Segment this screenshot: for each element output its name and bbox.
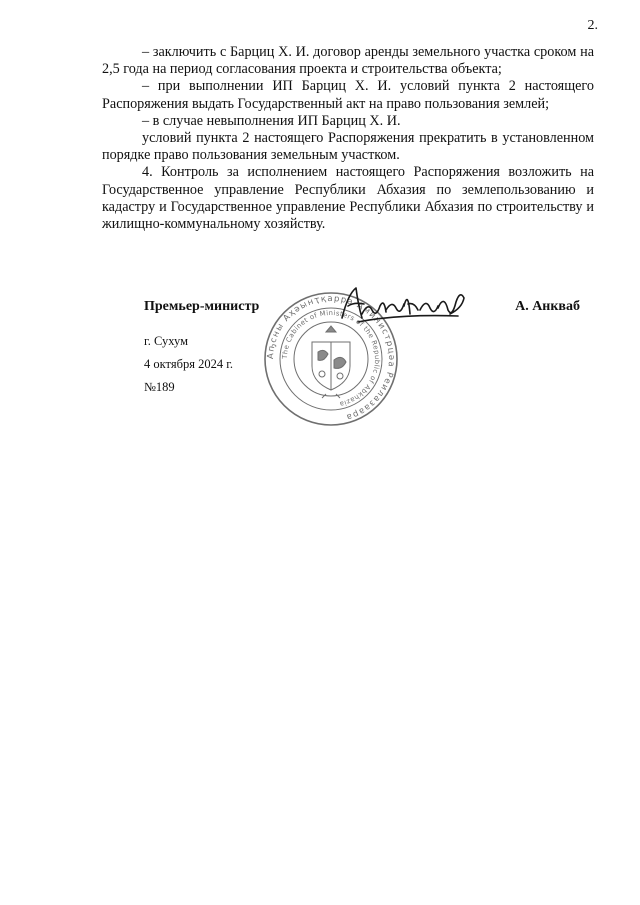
handwritten-signature bbox=[338, 284, 470, 330]
seal-outer-text: Аҧсны Аҳәынҭқарра Аминистрцәа Реилазаара bbox=[265, 293, 397, 423]
document-body bbox=[102, 44, 594, 233]
paragraph-lease: – заключить с Барциц Х. И. договор аренды земельного участка сроком на 2,5 года на период согласования проекта и строительства объекта; bbox=[102, 44, 594, 78]
document-meta bbox=[144, 330, 233, 399]
paragraph-termination: условий пункта 2 настоящего Распоряжения прекратить в установленном порядке право пользования земельным участком. bbox=[102, 130, 594, 164]
paragraph-non-fulfillment: – в случае невыполнения ИП Барциц Х. И. bbox=[142, 112, 401, 129]
emblem-icon bbox=[312, 326, 350, 398]
city: г. Сухум bbox=[144, 334, 189, 348]
page-number: 2. bbox=[587, 18, 598, 33]
paragraph-state-act: – при выполнении ИП Барциц Х. И. условий пункта 2 настоящего Распоряжения выдать Государственный акт на право пользования землей; bbox=[102, 78, 594, 112]
signatory-position: Премьер-министр bbox=[144, 299, 260, 314]
signatory-name: А. Анкваб bbox=[515, 299, 580, 314]
document-number: №189 bbox=[144, 380, 175, 394]
seal-inner-text: The Cabinet of Ministers of the Republic of Abkhazia bbox=[280, 308, 382, 409]
paragraph-control: 4. Контроль за исполнением настоящего Распоряжения возложить на Государственное управление Республики Абхазия по землепользованию и кадастру и Государственное управление Республики Абхазия по строительству и жилищно-коммунальному хозяйству. bbox=[102, 164, 594, 233]
document-date: 4 октября 2024 г. bbox=[144, 357, 234, 371]
